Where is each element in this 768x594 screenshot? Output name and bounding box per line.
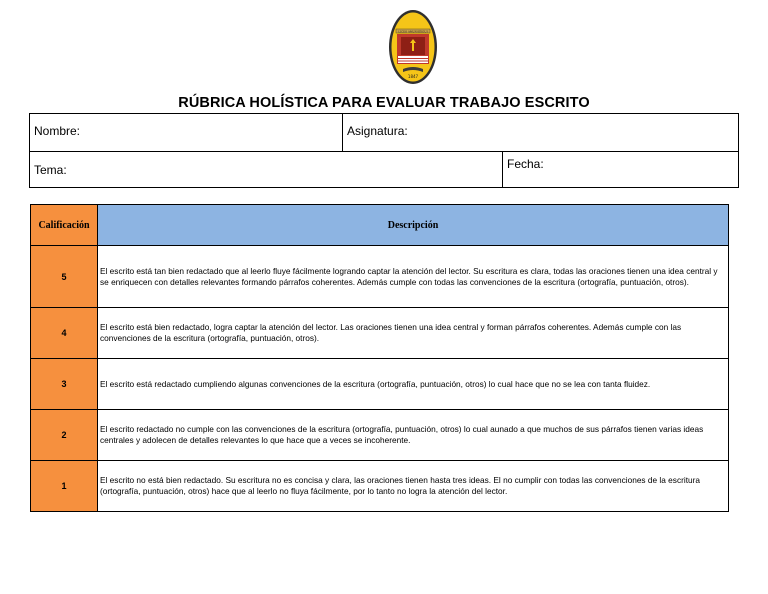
asignatura-field[interactable] (343, 114, 738, 151)
nombre-field[interactable] (30, 114, 343, 151)
asignatura-label: Asignatura: (347, 124, 408, 138)
rubric-table (30, 204, 729, 512)
tema-label: Tema: (34, 163, 67, 177)
score-cell: 5 (31, 246, 98, 308)
description-cell: El escrito redactado no cumple con las convenciones de la escritura (ortografía, puntuación, otros) lo cual aunado a que muchos de sus párrafos tienen varias ideas centrales y adolecen de detalles relevantes lo que hace que a veces se incoherente. (98, 410, 729, 461)
fecha-field[interactable] (503, 151, 738, 187)
descripcion-header: Descripción (98, 205, 729, 246)
description-cell: El escrito no está bien redactado. Su escritura no es concisa y clara, las oraciones tienen hasta tres ideas. El no cumplir con todas las convenciones de la escritura (ortografía, puntuación, otros) hace que al leerlo no fluya fácilmente, por lo tanto no logra la atención del lector. (98, 461, 729, 512)
table-row (31, 308, 729, 359)
school-crest-logo (388, 9, 438, 85)
info-row-2 (30, 151, 738, 187)
svg-text:LICEO AMUNÁTEGUI: LICEO AMUNÁTEGUI (398, 30, 428, 34)
fecha-label: Fecha: (507, 157, 544, 171)
info-row-1 (30, 114, 738, 152)
table-row (31, 410, 729, 461)
score-cell: 3 (31, 359, 98, 410)
nombre-label: Nombre: (34, 124, 81, 138)
description-cell: El escrito está redactado cumpliendo algunas convenciones de la escritura (ortografía, puntuación, otros) lo cual hace que no se lea con tanta fluidez. (98, 359, 729, 410)
tema-field[interactable] (30, 151, 503, 187)
description-cell: El escrito está bien redactado, logra captar la atención del lector. Las oraciones tienen una idea central y forman párrafos coherentes. Además cumple con las convenciones de la escritura (ortografía, puntuación, otros). (98, 308, 729, 359)
calificacion-header: Calificación (31, 205, 98, 246)
score-cell: 2 (31, 410, 98, 461)
table-row (31, 246, 729, 308)
document-title: RÚBRICA HOLÍSTICA PARA EVALUAR TRABAJO ESCRITO (178, 95, 590, 111)
table-row (31, 461, 729, 512)
logo-year: 1847 (407, 74, 419, 79)
score-cell: 1 (31, 461, 98, 512)
description-cell: El escrito está tan bien redactado que al leerlo fluye fácilmente logrando captar la atención del lector. Su escritura es clara, todas las oraciones tienen una idea central y se enriquecen con detalles relevantes formando párrafos coherentes. Además cumple con todas las convenciones de la escritura (ortografía, puntuación, otros). (98, 246, 729, 308)
rubric-header-row (31, 205, 729, 246)
student-info-table (29, 113, 739, 188)
score-cell: 4 (31, 308, 98, 359)
table-row (31, 359, 729, 410)
